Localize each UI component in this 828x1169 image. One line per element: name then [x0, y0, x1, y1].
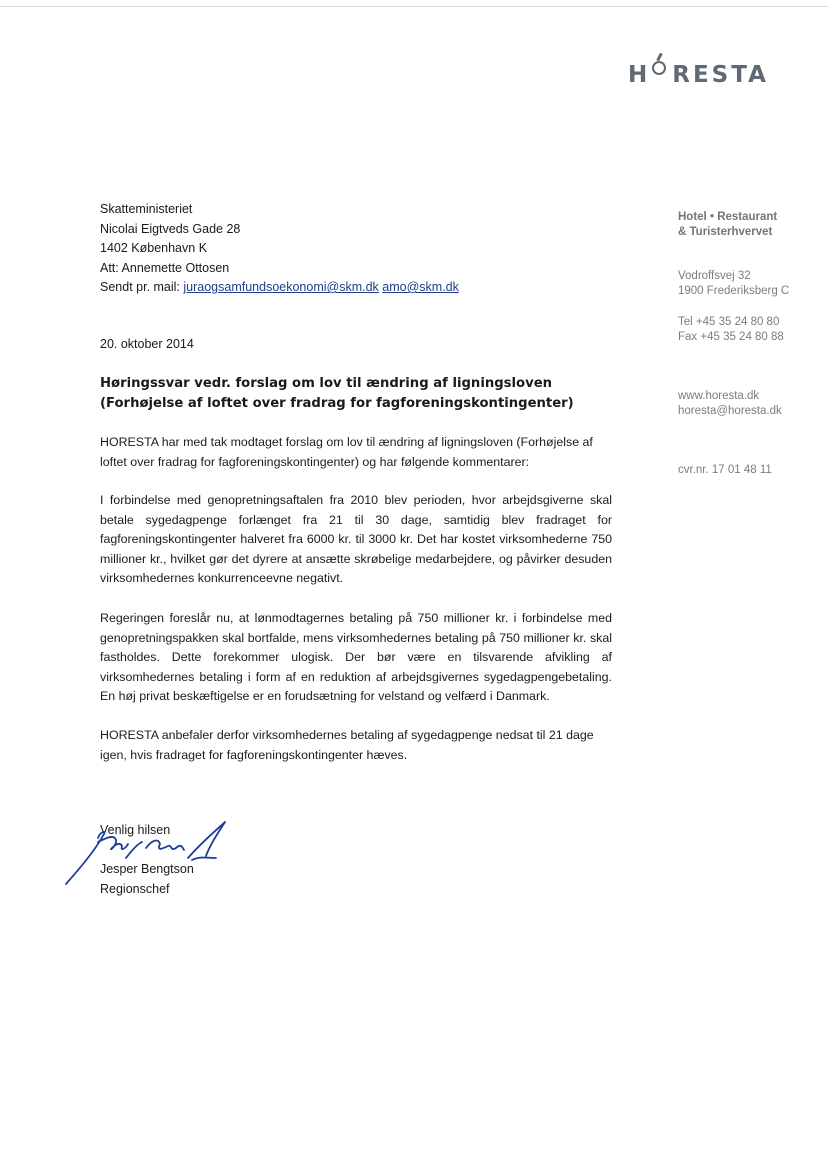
logo-suffix: RESTA	[672, 62, 769, 88]
email-link-jura[interactable]: juraogsamfundsoekonomi@skm.dk	[183, 280, 379, 294]
sidebar-tel: Tel +45 35 24 80 80	[678, 316, 780, 328]
closing-greeting: Venlig hilsen	[100, 823, 171, 837]
body-paragraph-3: Regeringen foreslår nu, at lønmodtagernes betaling på 750 millioner kr. i forbindelse med genopretningspakken skal bortfalde, mens virksomhedernes betaling på 750 millioner kr. skal fastholdes. Dette forekommer ulogisk. Der bør være en tilsvarende afvikling af virksomhedernes betaling i form af en reduktion af arbejdsgivernes sygedagpengebetaling. En høj privat beskæftigelse er en forudsætning for velstand og velfærd i Danmark.	[100, 611, 612, 704]
sidebar-cvr: cvr.nr. 17 01 48 11	[678, 464, 772, 476]
body-paragraph-1: HORESTA har med tak modtaget forslag om lov til ændring af ligningsloven (Forhøjelse af loftet over fradrag for fagforeningskontingenter) og har følgende kommentarer:	[100, 435, 593, 469]
sidebar-street: Vodroffsvej 32	[678, 270, 751, 282]
email-link-amo[interactable]: amo@skm.dk	[382, 280, 459, 294]
horesta-logo	[628, 62, 788, 94]
tagline-dot: •	[709, 211, 714, 223]
recipient-street: Nicolai Eigtveds Gade 28	[100, 221, 241, 236]
top-border	[0, 6, 828, 7]
sidebar-web[interactable]: www.horesta.dk	[678, 390, 760, 402]
recipient-address	[100, 200, 459, 298]
sidebar-tagline-2: & Turisterhvervet	[678, 226, 773, 238]
letter-date: 20. oktober 2014	[100, 337, 194, 351]
logo-prefix: H	[628, 62, 651, 88]
tagline-restaurant: Restaurant	[717, 211, 778, 223]
recipient-city: 1402 København K	[100, 241, 208, 255]
sent-label: Sendt pr. mail:	[100, 280, 184, 294]
handwritten-signature	[60, 818, 235, 890]
body-paragraph-4: HORESTA anbefaler derfor virksomhedernes betaling af sygedagpenge nedsat til 21 dage igen, hvis fradraget for fagforeningskontingenter hæves.	[100, 728, 594, 762]
recipient-att: Att: Annemette Ottosen	[100, 260, 230, 275]
body-paragraph-2: I forbindelse med genopretningsaftalen fra 2010 blev perioden, hvor arbejdsgiverne skal betale sygedagpenge forlænget fra 21 til 30 dage, samtidig blev fradraget for fagforeningskontingenter halveret fra 6000 kr. til 3000 kr. Det har kostet virksomhederne 750 millioner kr., hvilket gør det dyrere at ansætte skrøbelige medarbejdere, og påvirker desuden virksomhedernes konkurrenceevne negativt.	[100, 493, 612, 586]
logo-o-accent-icon	[650, 81, 672, 82]
recipient-org: Skatteministeriet	[100, 202, 193, 216]
letter-subject: Høringssvar vedr. forslag om lov til ændring af ligningsloven (Forhøjelse af loftet over fradrag for fagforeningskontingenter)	[100, 376, 574, 411]
sidebar-tagline-1	[678, 210, 777, 225]
signer-title: Regionschef	[100, 881, 170, 896]
signer-name: Jesper Bengtson	[100, 862, 194, 876]
sidebar-fax: Fax +45 35 24 80 88	[678, 331, 784, 343]
sidebar-email[interactable]: horesta@horesta.dk	[678, 405, 782, 417]
sidebar-city: 1900 Frederiksberg C	[678, 285, 790, 297]
tagline-hotel: Hotel	[678, 211, 707, 223]
recipient-sent-line	[100, 278, 459, 298]
